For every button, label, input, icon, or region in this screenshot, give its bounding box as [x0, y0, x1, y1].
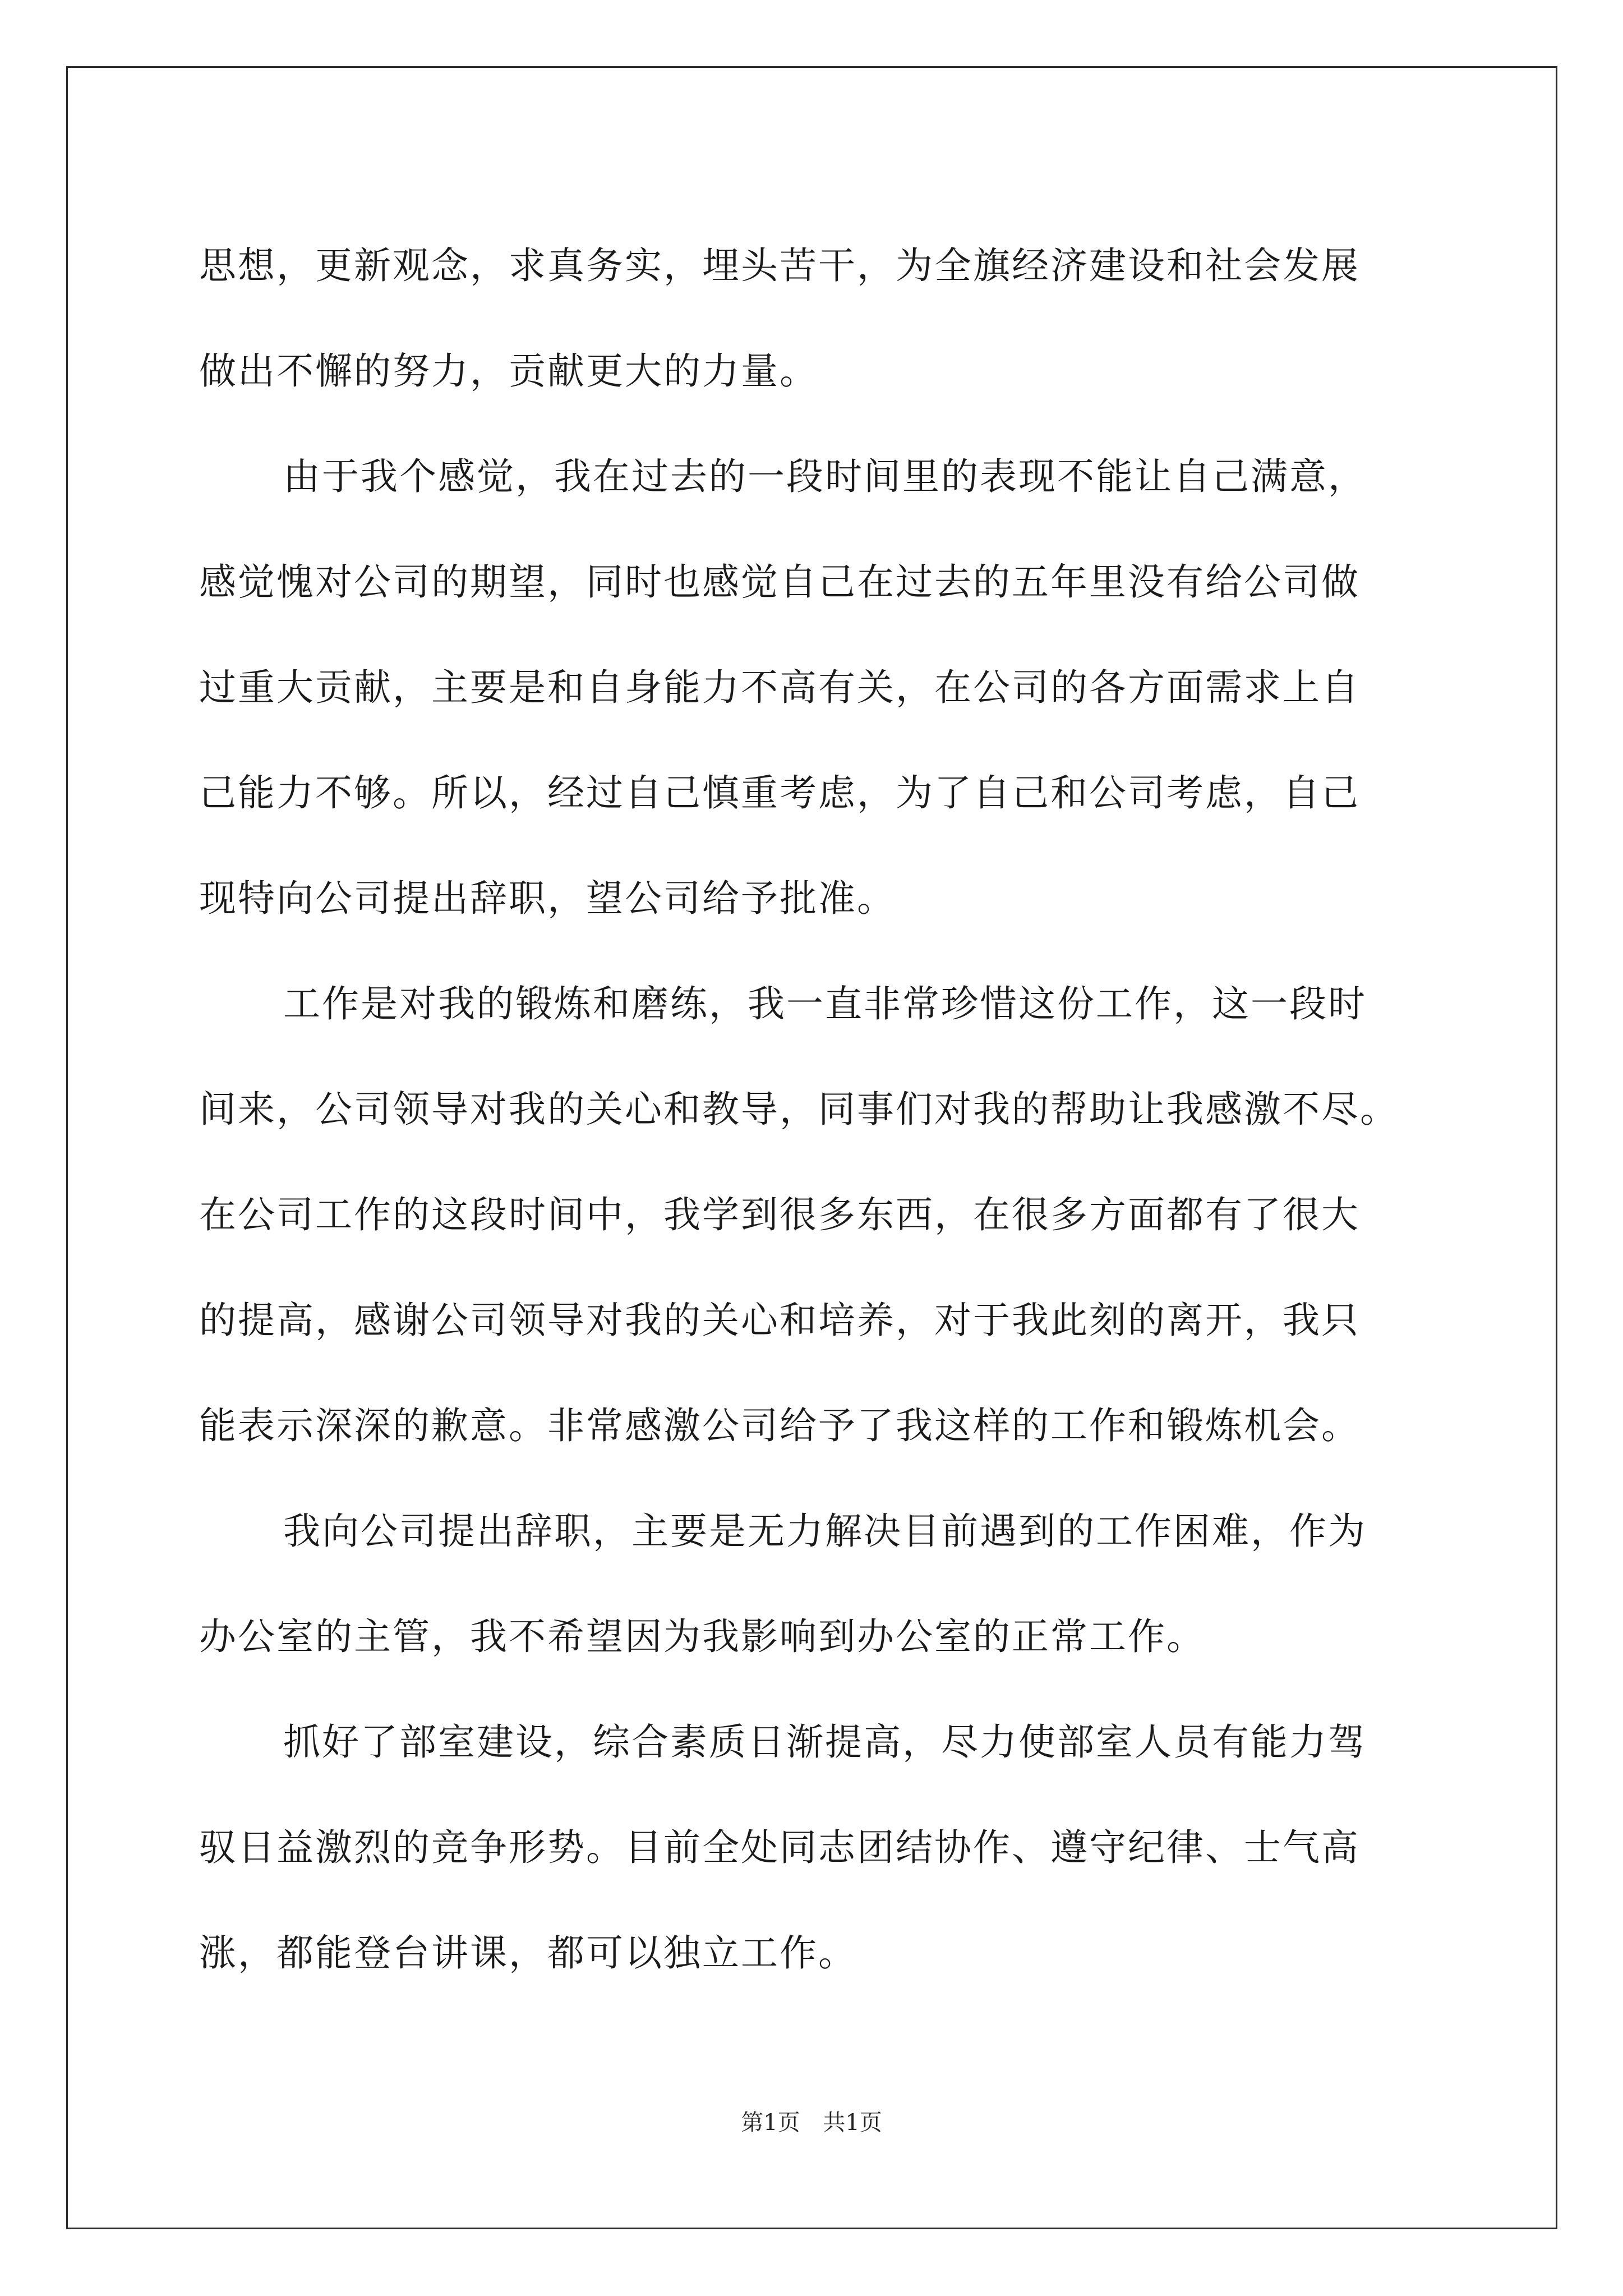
document-body	[199, 213, 1438, 2006]
text-line: 办公室的主管，我不希望因为我影响到办公室的正常工作。	[199, 1615, 1205, 1658]
text-line: 过重大贡献，主要是和自身能力不高有关，在公司的各方面需求上自	[199, 666, 1360, 709]
paragraph-start-line: 由于我个感觉，我在过去的一段时间里的表现不能让自己满意，	[283, 455, 1367, 498]
text-line: 能表示深深的歉意。非常感激公司给予了我这样的工作和锻炼机会。	[199, 1404, 1360, 1447]
text-line: 驭日益激烈的竞争形势。目前全处同志团结协作、遵守纪律、士气高	[199, 1826, 1360, 1869]
text-line: 涨，都能登台讲课，都可以独立工作。	[199, 1931, 857, 1975]
text-line: 感觉愧对公司的期望，同时也感觉自己在过去的五年里没有给公司做	[199, 560, 1360, 604]
text-line: 现特向公司提出辞职，望公司给予批准。	[199, 877, 896, 920]
text-line: 在公司工作的这段时间中，我学到很多东西，在很多方面都有了很大	[199, 1193, 1360, 1236]
paragraph-start-line: 工作是对我的锻炼和磨练，我一直非常珍惜这份工作，这一段时	[283, 982, 1367, 1025]
text-line: 己能力不够。所以，经过自己慎重考虑，为了自己和公司考虑，自己	[199, 771, 1360, 815]
page-number-current: 第1页	[741, 2110, 800, 2136]
text-line: 做出不懈的努力，贡献更大的力量。	[199, 349, 818, 393]
text-line: 的提高，感谢公司领导对我的关心和培养，对于我此刻的离开，我只	[199, 1299, 1360, 1342]
text-line: 间来，公司领导对我的关心和教导，同事们对我的帮助让我感激不尽。	[199, 1088, 1399, 1131]
text-line: 思想，更新观念，求真务实，埋头苦干，为全旗经济建设和社会发展	[199, 244, 1360, 287]
page-number-total: 共1页	[823, 2110, 882, 2136]
paragraph-start-line: 我向公司提出辞职，主要是无力解决目前遇到的工作困难，作为	[283, 1510, 1367, 1553]
paragraph-start-line: 抓好了部室建设，综合素质日渐提高，尽力使部室人员有能力驾	[283, 1720, 1367, 1764]
page-footer	[0, 2105, 1623, 2137]
